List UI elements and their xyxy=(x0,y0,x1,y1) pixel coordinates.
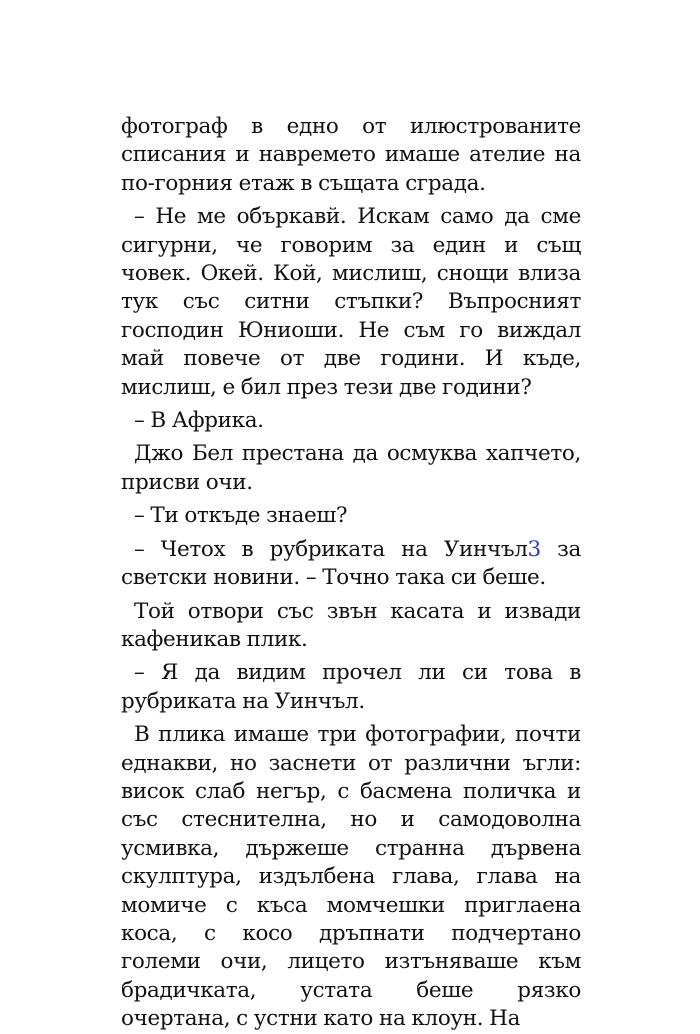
paragraph-dialogue: – В Африка. xyxy=(134,408,264,434)
paragraph: Той отвори със звън касата и извади кафеникав плик. xyxy=(121,598,581,652)
paragraph-text: – Четох в рубриката на Уинчъл xyxy=(134,536,528,562)
paragraph: В плика имаше три фотографии, почти еднакви, но заснети от различни ъгли: висок слаб негър, с басмена поличка и със стеснителна, но и самодоволна усмивка, държеше странна дървена скулптура, издълбена глава, глава на момиче с къса момчешки приглаена коса, с косо дръпнати подчертано големи очи, лицето изтъняваше към брадичката, устата беше рязко очертана, с устни като на клоун. На xyxy=(121,722,581,1032)
paragraph-dialogue: – Я да видим прочел ли си това в рубриката на Уинчъл. xyxy=(121,660,581,714)
paragraph: Джо Бел престана да осмуква хапчето, присви очи. xyxy=(121,441,581,495)
paragraph-text: за светски новини. – Точно така си беше. xyxy=(121,536,581,591)
paragraph-dialogue: – Ти откъде знаеш? xyxy=(134,503,348,529)
paragraph-dialogue-with-footnote xyxy=(121,536,581,593)
footnote-link[interactable]: 3 xyxy=(527,536,541,562)
paragraph-dialogue: – Не ме объркавй. Искам само да сме сигурни, че говорим за един и същ човек. Окей. Кой, мислиш, снощи влиза тук със ситни стъпки? Въпросният господин Юниоши. Не съм го виждал май повече от две години. И къде, мислиш, е бил през тези две години? xyxy=(121,204,581,400)
book-page-text xyxy=(121,113,581,1034)
paragraph-continuation: фотограф в едно от илюстрованите списания и навремето имаше ателие на по-горния етаж в същата сграда. xyxy=(121,114,581,196)
